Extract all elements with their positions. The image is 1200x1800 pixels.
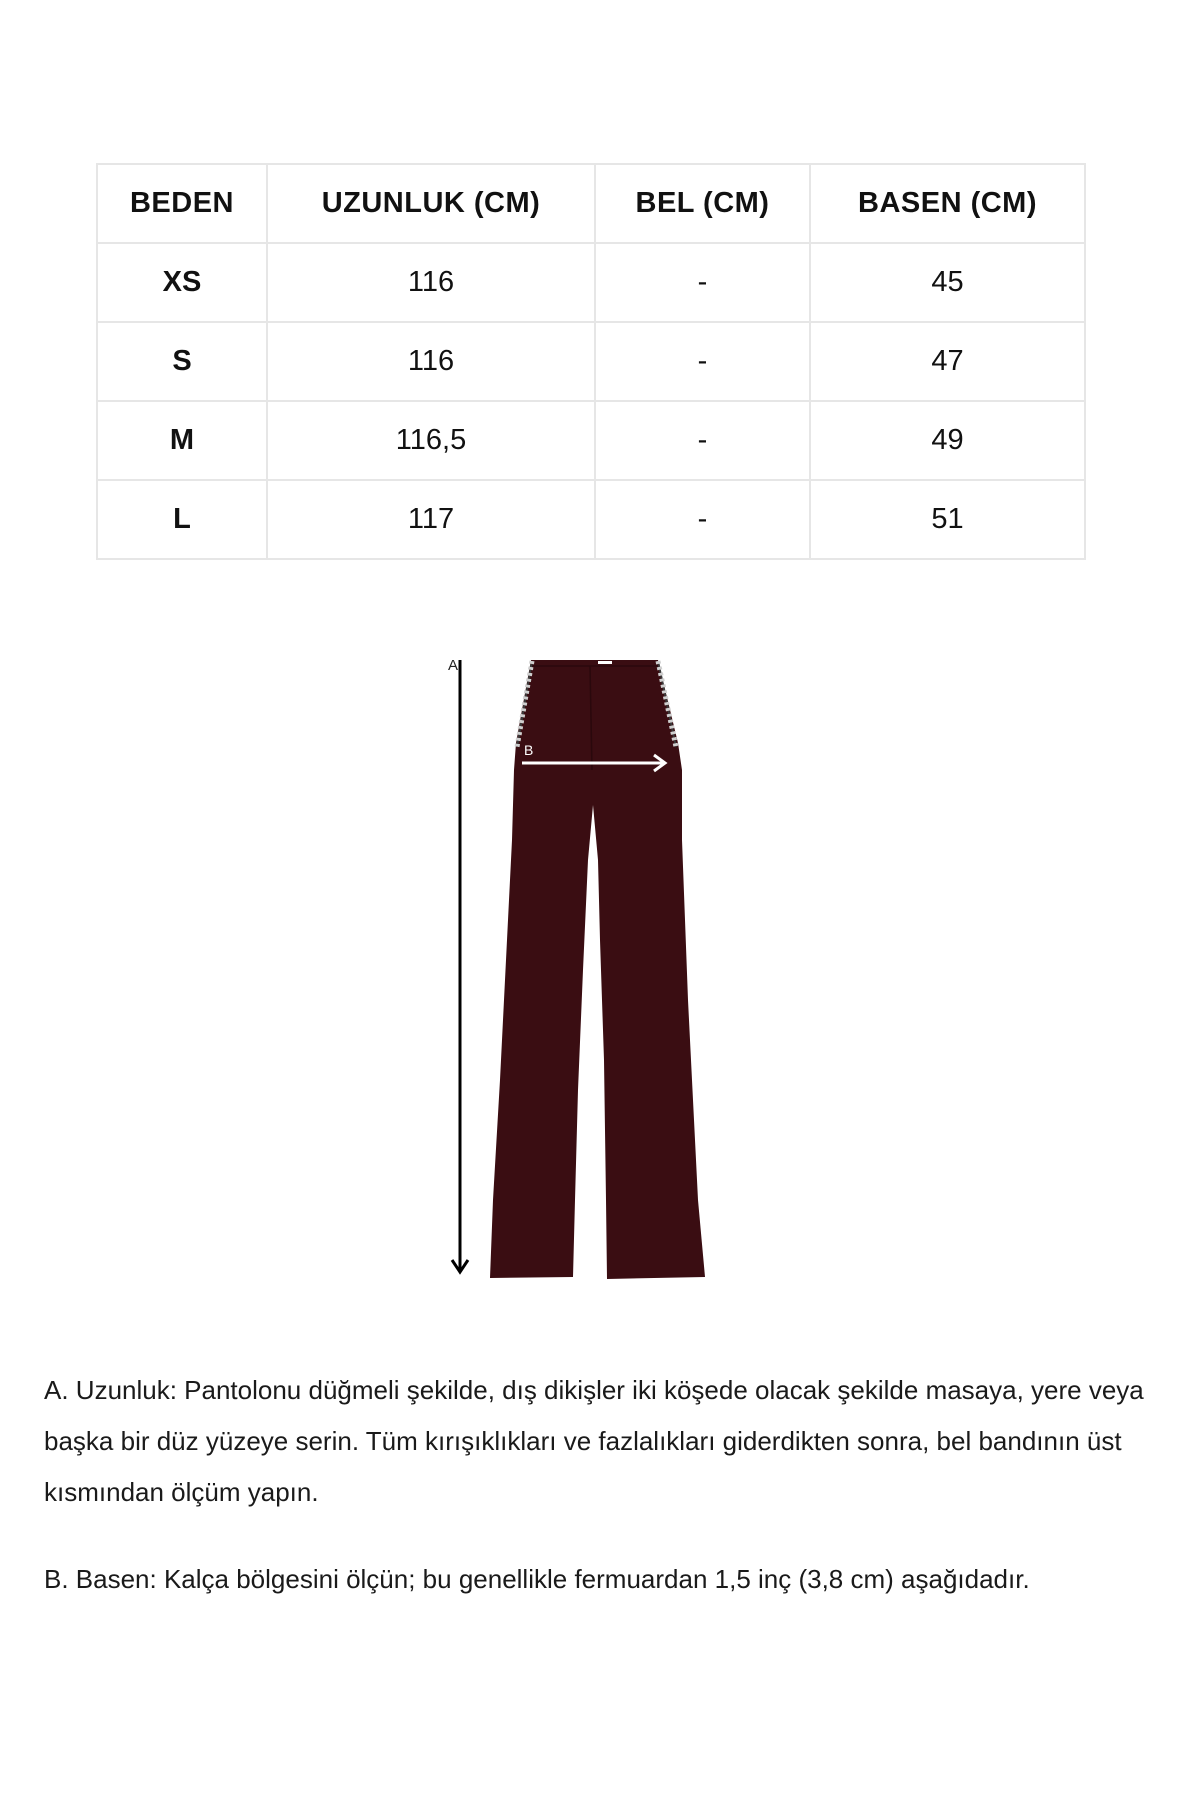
hip-cell: 49 bbox=[810, 401, 1085, 480]
label-a: A bbox=[448, 657, 459, 674]
table-row bbox=[97, 243, 1085, 322]
hip-cell: 51 bbox=[810, 480, 1085, 559]
table-row bbox=[97, 401, 1085, 480]
waist-cell: - bbox=[595, 480, 810, 559]
waist-cell: - bbox=[595, 322, 810, 401]
size-cell: M bbox=[97, 401, 267, 480]
table-row bbox=[97, 480, 1085, 559]
length-cell: 116 bbox=[267, 322, 595, 401]
header-length: UZUNLUK (CM) bbox=[267, 164, 595, 243]
length-cell: 116 bbox=[267, 243, 595, 322]
hip-cell: 45 bbox=[810, 243, 1085, 322]
instruction-hip: B. Basen: Kalça bölgesini ölçün; bu genellikle fermuardan 1,5 inç (3,8 cm) aşağıdadır. bbox=[44, 1564, 1030, 1594]
waist-cell: - bbox=[595, 401, 810, 480]
header-size: BEDEN bbox=[97, 164, 267, 243]
header-waist: BEL (CM) bbox=[595, 164, 810, 243]
length-cell: 116,5 bbox=[267, 401, 595, 480]
hip-cell: 47 bbox=[810, 322, 1085, 401]
size-chart-table bbox=[96, 163, 1086, 560]
size-cell: S bbox=[97, 322, 267, 401]
label-b: B bbox=[524, 742, 534, 758]
trousers-body bbox=[490, 660, 705, 1279]
instruction-length: A. Uzunluk: Pantolonu düğmeli şekilde, dış dikişler iki köşede olacak şekilde masaya, yere veya başka bir düz yüzeye serin. Tüm kırışıklıkları ve fazlalıkları giderdikten sonra, bel bandının üst kısmından ölçüm yapın. bbox=[44, 1375, 1144, 1507]
size-cell: L bbox=[97, 480, 267, 559]
header-hip: BASEN (CM) bbox=[810, 164, 1085, 243]
measurement-diagram bbox=[420, 640, 740, 1290]
waist-button bbox=[598, 661, 612, 664]
waist-cell: - bbox=[595, 243, 810, 322]
length-cell: 117 bbox=[267, 480, 595, 559]
measurement-instructions bbox=[44, 1365, 1174, 1605]
table-row bbox=[97, 322, 1085, 401]
trousers-illustration bbox=[420, 640, 740, 1290]
table-header-row bbox=[97, 164, 1085, 243]
size-cell: XS bbox=[97, 243, 267, 322]
